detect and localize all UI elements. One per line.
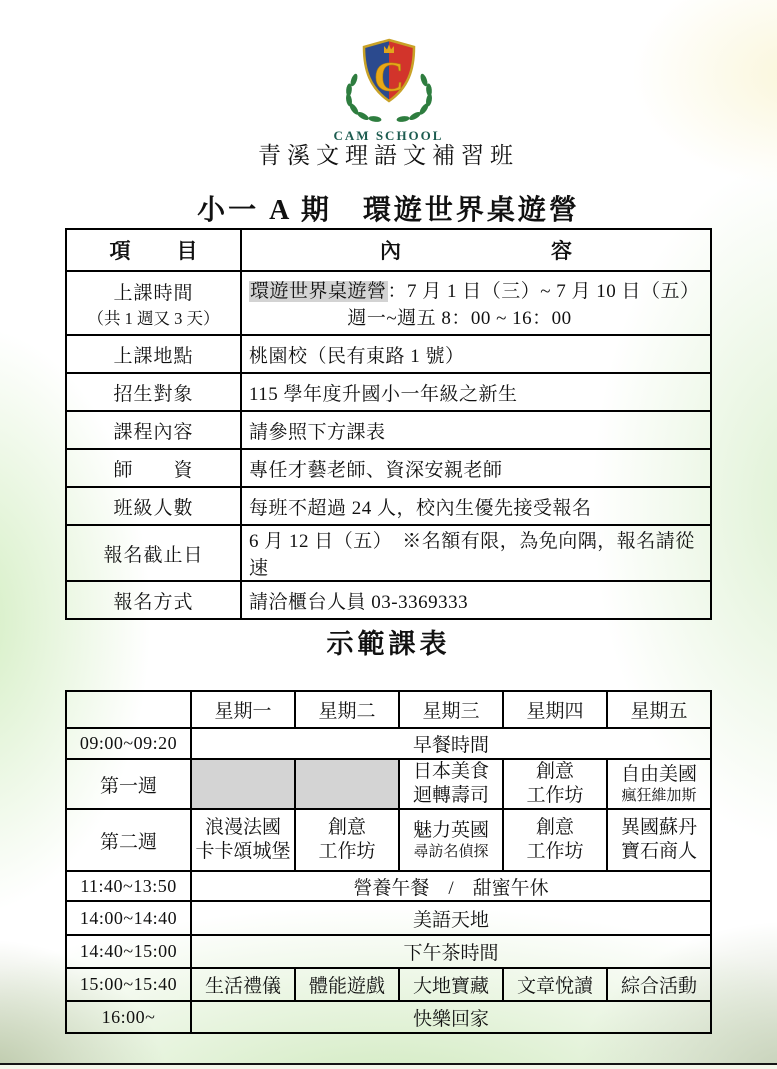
activity-line: 工作坊 [526, 841, 584, 862]
activity-line: 自由美國 [620, 763, 697, 785]
span-cell: 早餐時間 [191, 728, 711, 759]
item-label: 上課地點 [66, 335, 241, 373]
item-label: 招生對象 [66, 373, 241, 411]
info-header-content [241, 229, 711, 271]
time-cell: 15:00~15:40 [66, 968, 191, 1001]
activity-cell [503, 759, 607, 809]
schedule-row-activities [66, 968, 711, 1001]
span-cell: 營養午餐 / 甜蜜午休 [191, 871, 711, 901]
activity-line: 工作坊 [526, 785, 584, 806]
time-cell: 16:00~ [66, 1001, 191, 1033]
info-row-target [66, 373, 711, 411]
activity-cell: 大地寶藏 [399, 968, 503, 1001]
header-item-char: 目 [176, 239, 198, 263]
day-header-mon: 星期一 [191, 691, 295, 728]
item-label: 報名方式 [66, 581, 241, 619]
activity-cell: 體能遊戲 [295, 968, 399, 1001]
info-row-registration [66, 581, 711, 619]
activity-cell: 綜合活動 [607, 968, 711, 1001]
empty-gray-cell [191, 759, 295, 809]
activity-cell [503, 809, 607, 871]
info-item-cell [66, 271, 241, 335]
time-cell: 14:00~14:40 [66, 901, 191, 935]
empty-gray-cell [295, 759, 399, 809]
activity-cell [295, 809, 399, 871]
info-row-class-size [66, 487, 711, 525]
logo-box [324, 36, 454, 148]
schedule-row-tea [66, 935, 711, 968]
schedule-row-home [66, 1001, 711, 1033]
span-cell: 快樂回家 [191, 1001, 711, 1033]
info-row-class-time [66, 271, 711, 335]
content-text: 桃園校（民有東路 1 號） [241, 335, 711, 373]
activity-cell: 生活禮儀 [191, 968, 295, 1001]
schedule-row-week1 [66, 759, 711, 809]
activity-line: 日本美食 [412, 761, 489, 783]
info-content-cell [241, 271, 711, 335]
content-text: 請參照下方課表 [241, 411, 711, 449]
activity-cell: 文章悅讀 [503, 968, 607, 1001]
crest-shield-icon [334, 38, 444, 122]
highlighted-text: 環遊世界桌遊營 [250, 281, 387, 302]
day-header-fri: 星期五 [607, 691, 711, 728]
schedule-row-english [66, 901, 711, 935]
schedule-header-row [66, 691, 711, 728]
day-header-tue: 星期二 [295, 691, 399, 728]
span-cell: 下午茶時間 [191, 935, 711, 968]
activity-line: 工作坊 [318, 841, 376, 862]
schedule-row-lunch [66, 871, 711, 901]
item-label: 師 資 [66, 449, 241, 487]
content-text: 專任才藝老師、資深安親老師 [241, 449, 711, 487]
activity-line: 創意 [535, 817, 574, 839]
activity-cell [399, 759, 503, 809]
schedule-table [65, 690, 712, 1034]
activity-line: 創意 [535, 761, 574, 783]
week-label: 第二週 [66, 809, 191, 871]
activity-line: 浪漫法國 [204, 817, 281, 839]
activity-cell [191, 809, 295, 871]
content-text: 6 月 12 日（五） ※名額有限，為免向隅，報名請從速 [241, 525, 711, 581]
time-cell: 14:40~15:00 [66, 935, 191, 968]
course-info-table [65, 228, 712, 620]
time-cell: 11:40~13:50 [66, 871, 191, 901]
school-logo [0, 36, 777, 148]
activity-line: 魅力英國 [412, 819, 489, 841]
schedule-title: 示範課表 [326, 629, 451, 659]
day-header-thu: 星期四 [503, 691, 607, 728]
header-content-char: 容 [551, 239, 572, 263]
activity-line: 卡卡頌城堡 [195, 841, 291, 862]
info-row-location [66, 335, 711, 373]
header-content-char: 內 [380, 239, 401, 263]
item-label: 上課時間 [113, 282, 194, 304]
week-label: 第一週 [66, 759, 191, 809]
school-name: 青溪文理語文補習班 [258, 143, 519, 168]
item-label: 班級人數 [66, 487, 241, 525]
header-item-char: 項 [109, 239, 131, 263]
logo-letter-c: C [373, 55, 404, 101]
activity-cell [607, 809, 711, 871]
content-text: ：7 月 1 日（三）~ 7 月 10 日（五） [387, 281, 700, 302]
schedule-row-breakfast [66, 728, 711, 759]
content-text: 請洽櫃台人員 03-3369333 [241, 581, 711, 619]
activity-line: 寶石商人 [620, 841, 697, 862]
time-cell: 09:00~09:20 [66, 728, 191, 759]
info-header-item [66, 229, 241, 271]
activity-line: 尋訪名偵探 [413, 843, 489, 860]
content-line [249, 276, 710, 303]
info-row-deadline [66, 525, 711, 581]
activity-cell [399, 809, 503, 871]
activity-cell [607, 759, 711, 809]
corner-cell [66, 691, 191, 728]
page-bottom-strip [0, 1065, 777, 1069]
item-label: 報名截止日 [66, 525, 241, 581]
span-cell: 美語天地 [191, 901, 711, 935]
activity-line: 迴轉壽司 [412, 785, 489, 806]
content-text: 每班不超過 24 人，校內生優先接受報名 [241, 487, 711, 525]
activity-line: 瘋狂維加斯 [621, 787, 697, 804]
activity-line: 異國蘇丹 [620, 817, 697, 839]
info-row-teachers [66, 449, 711, 487]
logo-text: CAM SCHOOL [333, 128, 444, 143]
schedule-row-week2 [66, 809, 711, 871]
info-header-row [66, 229, 711, 271]
info-row-curriculum [66, 411, 711, 449]
item-sublabel: （共 1 週又 3 天） [87, 308, 220, 328]
day-header-wed: 星期三 [399, 691, 503, 728]
item-label: 課程內容 [66, 411, 241, 449]
course-title: 小一 A 期 環遊世界桌遊營 [197, 195, 580, 226]
activity-line: 創意 [327, 817, 366, 839]
content-line: 週一~週五 8：00 ~ 16：00 [347, 308, 572, 329]
content-text: 115 學年度升國小一年級之新生 [241, 373, 711, 411]
